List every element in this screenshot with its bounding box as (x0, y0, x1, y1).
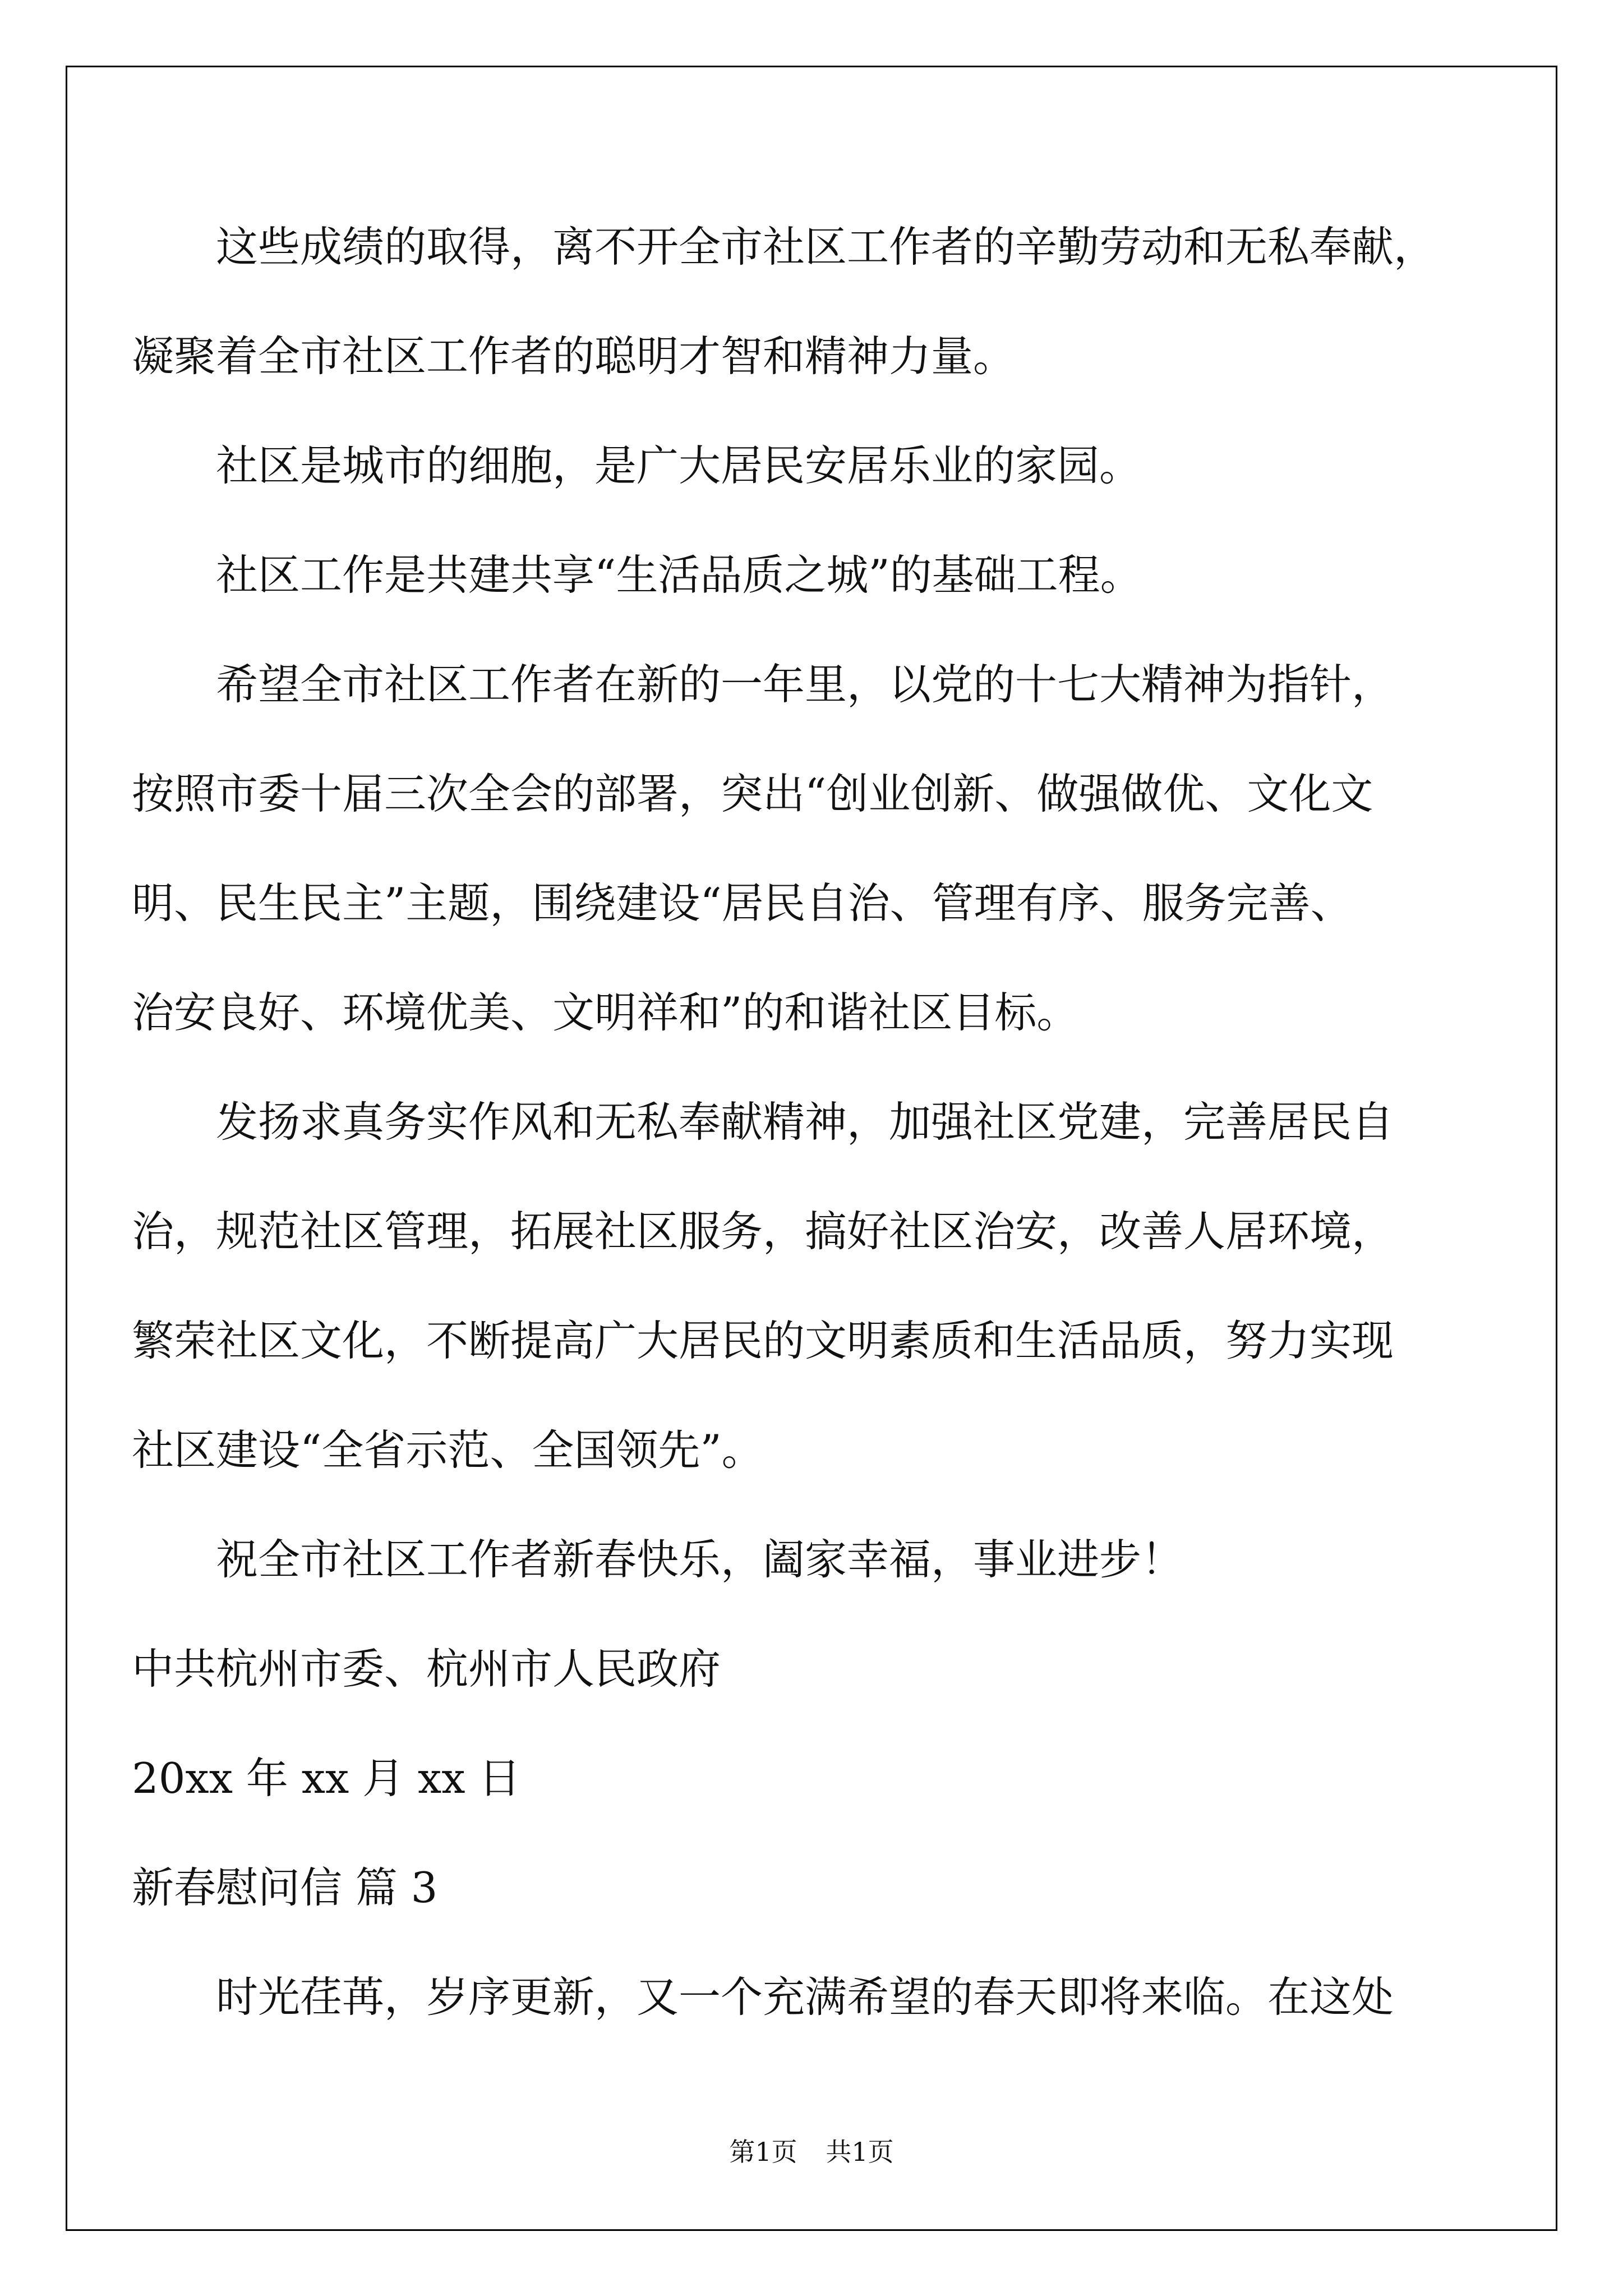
signature-line: 中共杭州市委、杭州市人民政府 (132, 1644, 721, 1694)
paragraph-line: 治，规范社区管理，拓展社区服务，搞好社区治安，改善人居环境， (132, 1207, 1394, 1256)
paragraph-line: 按照市委十届三次全会的部署，突出“创业创新、做强做优、文化文 (132, 769, 1373, 818)
paragraph-line: 希望全市社区工作者在新的一年里，以党的十七大精神为指针， (216, 660, 1394, 709)
paragraph-line: 社区工作是共建共享“生活品质之城”的基础工程。 (216, 550, 1142, 600)
paragraph-line: 凝聚着全市社区工作者的聪明才智和精神力量。 (132, 332, 1016, 381)
page-total: 共1页 (826, 2137, 894, 2167)
paragraph-line: 明、民生民主”主题，围绕建设“居民自治、管理有序、服务完善、 (132, 878, 1353, 928)
paragraph-line: 这些成绩的取得，离不开全市社区工作者的辛勤劳动和无私奉献， (216, 222, 1436, 272)
paragraph-line: 社区是城市的细胞，是广大居民安居乐业的家园。 (216, 441, 1142, 490)
paragraph-line: 时光荏苒，岁序更新，又一个充满希望的春天即将来临。在这处 (216, 1972, 1394, 2022)
paragraph-line: 繁荣社区文化，不断提高广大居民的文明素质和生活品质，努力实现 (132, 1316, 1394, 1365)
paragraph-line: 社区建设“全省示范、全国领先”。 (132, 1425, 764, 1475)
paragraph-line: 治安良好、环境优美、文明祥和”的和谐社区目标。 (132, 988, 1079, 1037)
section-heading: 新春慰问信 篇 3 (132, 1863, 438, 1912)
paragraph-line: 祝全市社区工作者新春快乐，阖家幸福，事业进步！ (216, 1535, 1184, 1584)
date-line: 20xx 年 xx 月 xx 日 (132, 1754, 521, 1803)
page-number: 第1页 (729, 2137, 797, 2167)
page-footer (0, 2132, 1623, 2169)
paragraph-line: 发扬求真务实作风和无私奉献精神，加强社区党建，完善居民自 (216, 1097, 1394, 1147)
